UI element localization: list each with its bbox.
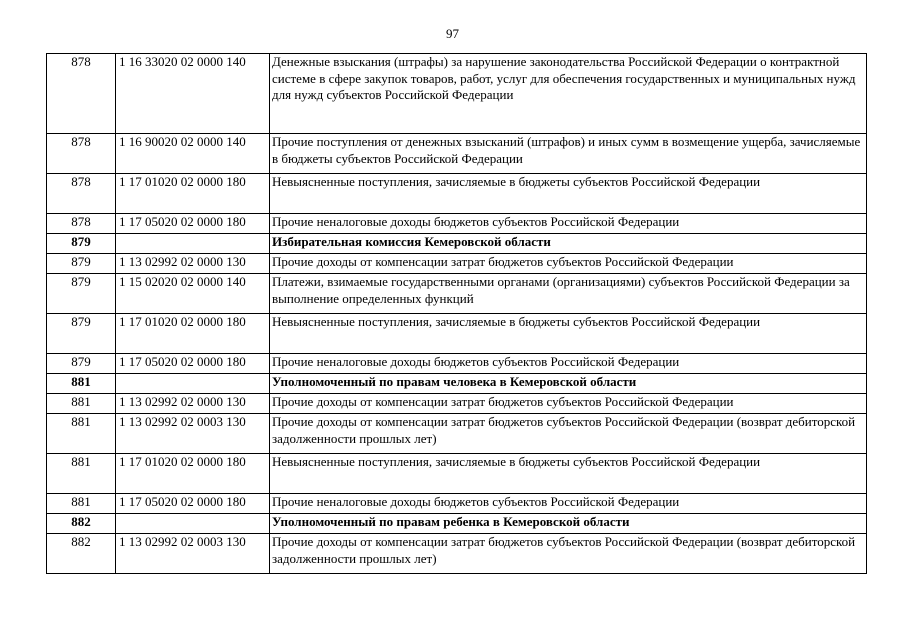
table-row: [47, 494, 867, 514]
table-row: [47, 254, 867, 274]
table-row: [47, 274, 867, 314]
revenue-name-cell: Невыясненные поступления, зачисляемые в бюджеты субъектов Российской Федерации: [270, 314, 867, 354]
revenue-name-cell: Избирательная комиссия Кемеровской области: [270, 234, 867, 254]
table-row: [47, 534, 867, 574]
revenue-code-cell: 1 13 02992 02 0000 130: [116, 254, 270, 274]
revenue-code-cell: 1 15 02020 02 0000 140: [116, 274, 270, 314]
revenue-code-cell: 1 13 02992 02 0000 130: [116, 394, 270, 414]
revenue-code-cell: 1 17 01020 02 0000 180: [116, 454, 270, 494]
admin-code-cell: 879: [47, 234, 116, 254]
table-row-administrator: [47, 374, 867, 394]
table-row-administrator: [47, 514, 867, 534]
admin-code-cell: 881: [47, 454, 116, 494]
table-row: [47, 214, 867, 234]
page-number: 97: [446, 26, 459, 41]
admin-code-cell: 879: [47, 354, 116, 374]
revenue-name-cell: Платежи, взимаемые государственными органами (организациями) субъектов Российской Федерации за выполнение определенных функций: [270, 274, 867, 314]
revenue-name-cell: Невыясненные поступления, зачисляемые в бюджеты субъектов Российской Федерации: [270, 174, 867, 214]
table-row: [47, 354, 867, 374]
revenue-code-cell: [116, 234, 270, 254]
revenue-name-cell: Денежные взыскания (штрафы) за нарушение законодательства Российской Федерации о контрактной системе в сфере закупок товаров, работ, услуг для обеспечения государственных и муниципальных нужд для нужд субъектов Российской Федерации: [270, 54, 867, 134]
revenue-name-cell: Уполномоченный по правам ребенка в Кемеровской области: [270, 514, 867, 534]
admin-code-cell: 882: [47, 534, 116, 574]
table-row: [47, 394, 867, 414]
table-row: [47, 454, 867, 494]
revenue-name-cell: Прочие доходы от компенсации затрат бюджетов субъектов Российской Федерации (возврат дебиторской задолженности прошлых лет): [270, 534, 867, 574]
admin-code-cell: 878: [47, 214, 116, 234]
revenue-name-cell: Прочие неналоговые доходы бюджетов субъектов Российской Федерации: [270, 354, 867, 374]
table-row: [47, 54, 867, 134]
admin-code-cell: 879: [47, 254, 116, 274]
revenue-code-cell: 1 17 05020 02 0000 180: [116, 354, 270, 374]
admin-code-cell: 881: [47, 414, 116, 454]
admin-code-cell: 879: [47, 274, 116, 314]
revenue-code-cell: 1 17 01020 02 0000 180: [116, 174, 270, 214]
revenue-code-cell: [116, 374, 270, 394]
table-row: [47, 134, 867, 174]
revenue-name-cell: Прочие доходы от компенсации затрат бюджетов субъектов Российской Федерации: [270, 254, 867, 274]
admin-code-cell: 878: [47, 54, 116, 134]
table-body: [47, 54, 867, 574]
admin-code-cell: 878: [47, 134, 116, 174]
revenue-code-cell: 1 16 90020 02 0000 140: [116, 134, 270, 174]
admin-code-cell: 879: [47, 314, 116, 354]
revenue-name-cell: Прочие неналоговые доходы бюджетов субъектов Российской Федерации: [270, 494, 867, 514]
revenue-code-cell: 1 17 01020 02 0000 180: [116, 314, 270, 354]
admin-code-cell: 878: [47, 174, 116, 214]
revenue-name-cell: Прочие доходы от компенсации затрат бюджетов субъектов Российской Федерации (возврат дебиторской задолженности прошлых лет): [270, 414, 867, 454]
admin-code-cell: 881: [47, 394, 116, 414]
table-row-administrator: [47, 234, 867, 254]
revenue-name-cell: Прочие поступления от денежных взысканий (штрафов) и иных сумм в возмещение ущерба, зачисляемые в бюджеты субъектов Российской Федерации: [270, 134, 867, 174]
table-row: [47, 414, 867, 454]
revenue-code-cell: 1 17 05020 02 0000 180: [116, 494, 270, 514]
revenue-code-cell: 1 13 02992 02 0003 130: [116, 414, 270, 454]
revenue-name-cell: Прочие доходы от компенсации затрат бюджетов субъектов Российской Федерации: [270, 394, 867, 414]
revenue-name-cell: Прочие неналоговые доходы бюджетов субъектов Российской Федерации: [270, 214, 867, 234]
revenue-code-cell: 1 13 02992 02 0003 130: [116, 534, 270, 574]
table-row: [47, 174, 867, 214]
admin-code-cell: 881: [47, 494, 116, 514]
revenue-name-cell: Уполномоченный по правам человека в Кемеровской области: [270, 374, 867, 394]
revenue-code-cell: [116, 514, 270, 534]
revenue-code-table: [46, 53, 867, 574]
admin-code-cell: 882: [47, 514, 116, 534]
table-row: [47, 314, 867, 354]
revenue-name-cell: Невыясненные поступления, зачисляемые в бюджеты субъектов Российской Федерации: [270, 454, 867, 494]
revenue-code-cell: 1 17 05020 02 0000 180: [116, 214, 270, 234]
revenue-code-cell: 1 16 33020 02 0000 140: [116, 54, 270, 134]
admin-code-cell: 881: [47, 374, 116, 394]
